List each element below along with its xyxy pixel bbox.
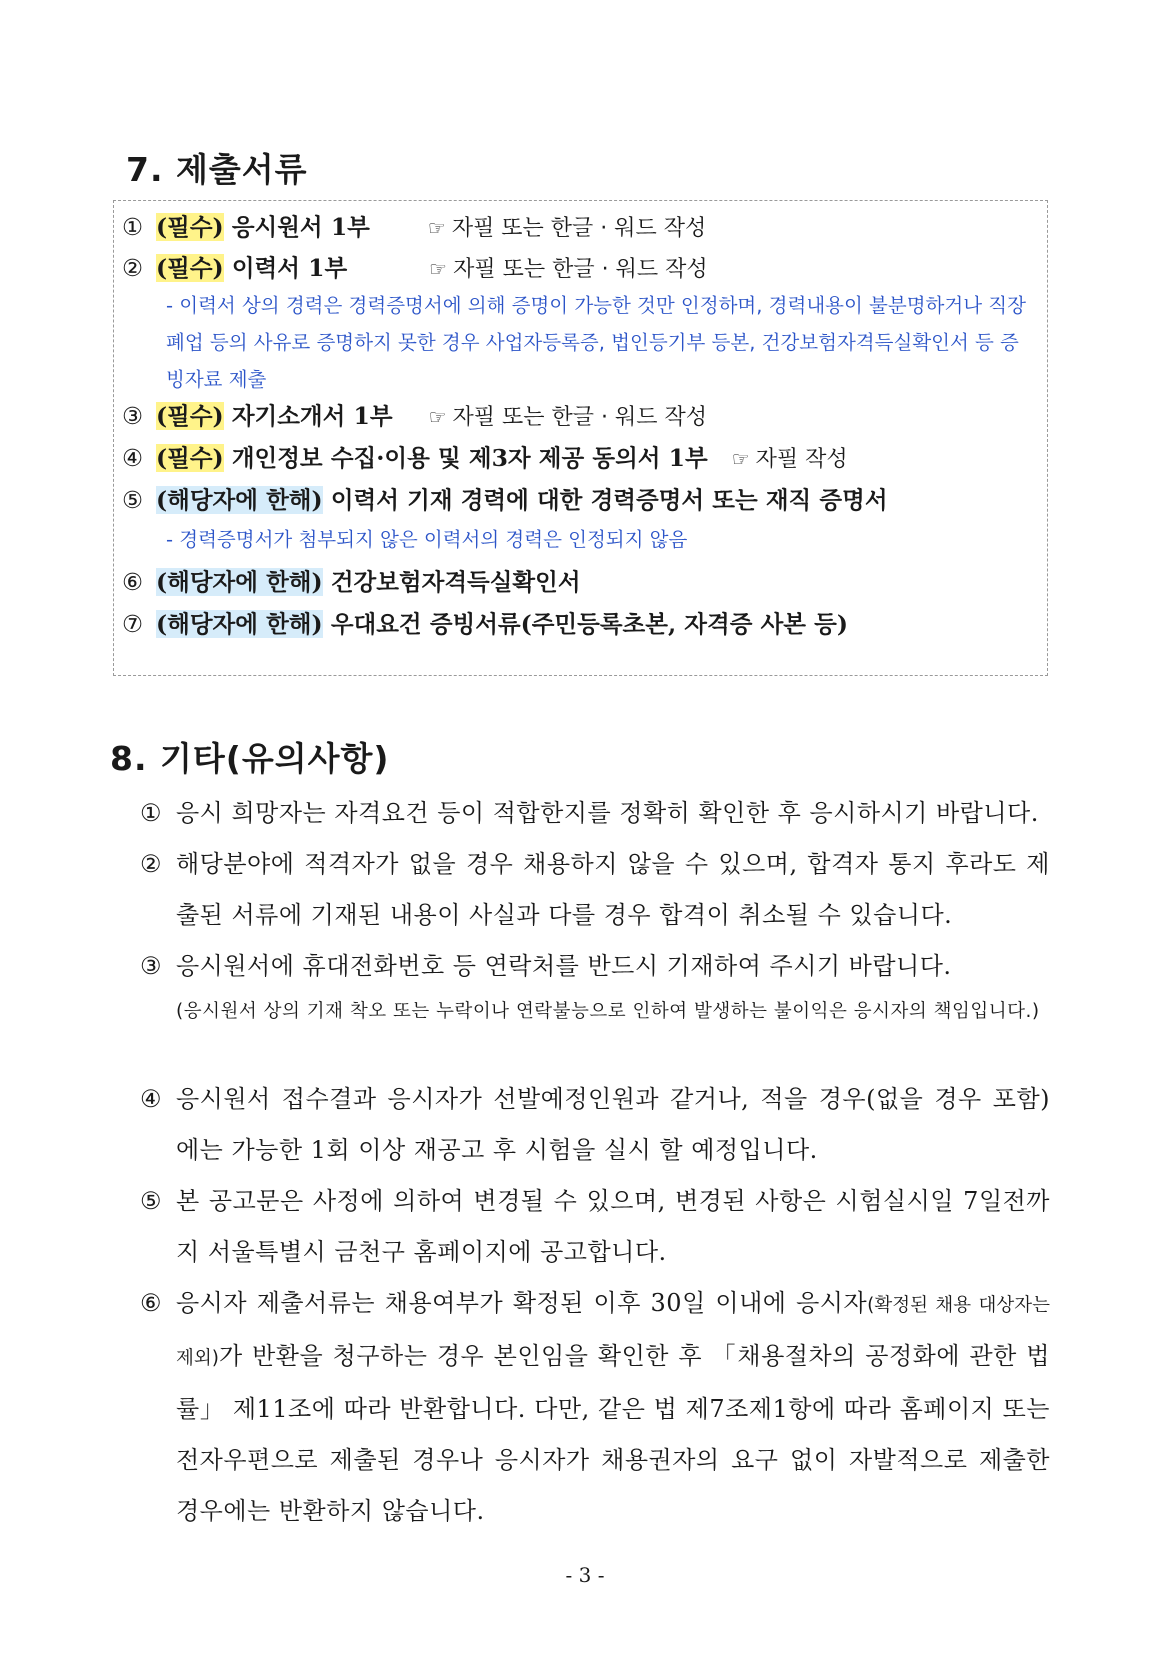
section-8-title: 8. 기타(유의사항) [110,739,390,778]
required-tag: (필수) [156,402,224,430]
notice-item-2: ② 해당분야에 적격자가 없을 경우 채용하지 않을 수 있으며, 합격자 통지 후라도 제출된 서류에 기재된 내용이 사실과 다를 경우 합격이 취소될 수 있습니다. [140,850,1050,929]
doc-item-5: ⑤ (해당자에 한해) 이력서 기재 경력에 대한 경력증명서 또는 재직 증명서 [122,486,888,514]
notice-item-4: ④ 응시원서 접수결과 응시자가 선발예정인원과 같거나, 적을 경우(없을 경우 포함)에는 가능한 1회 이상 재공고 후 시험을 실시 할 예정입니다. [140,1085,1050,1164]
pointing-hand-icon: ☞ [427,216,446,240]
page-number: - 3 - [565,1563,605,1587]
doc-item-6: ⑥ (해당자에 한해) 건강보험자격득실확인서 [122,568,581,596]
doc-item-4: ④ (필수) 개인정보 수집·이용 및 제3자 제공 동의서 1부 ☞ 자필 작성 [122,439,848,477]
doc-item-5-note: - 경력증명서가 첨부되지 않은 이력서의 경력은 인정되지 않음 [166,528,688,551]
conditional-tag: (해당자에 한해) [156,568,323,596]
notice-item-1: ① 응시 희망자는 자격요건 등이 적합한지를 정확히 확인한 후 응시하시기 바랍니다. [140,799,1039,827]
required-tag: (필수) [156,444,224,472]
doc-item-1: ① (필수) 응시원서 1부 ☞ 자필 또는 한글 · 워드 작성 [122,208,706,246]
doc-item-3: ③ (필수) 자기소개서 1부 ☞ 자필 또는 한글 · 워드 작성 [122,397,707,435]
required-tag: (필수) [156,213,224,241]
notice-item-3-note: (응시원서 상의 기재 착오 또는 누락이나 연락불능으로 인하여 발생하는 불이익은 응시자의 책임입니다.) [176,1001,1040,1022]
doc-item-2: ② (필수) 이력서 1부 ☞ 자필 또는 한글 · 워드 작성 [122,249,708,287]
documents-box [113,200,1048,676]
notice-item-5: ⑤ 본 공고문은 사정에 의하여 변경될 수 있으며, 변경된 사항은 시험실시일 7일전까지 서울특별시 금천구 홈페이지에 공고합니다. [140,1187,1050,1266]
notice-item-6: ⑥ 응시자 제출서류는 채용여부가 확정된 이후 30일 이내에 응시자(확정된 채용 대상자는 제외)가 반환을 청구하는 경우 본인임을 확인한 후 「채용절차의 공정화에 관한 법률」 제11조에 따라 반환합니다. 다만, 같은 법 제7조제1항에 따라 홈페이지 또는 전자우편으로 제출된 경우나 응시자가 채용권자의 요구 없이 자발적으로 제출한 경우에는 반환하지 않습니다. [140,1289,1050,1525]
conditional-tag: (해당자에 한해) [156,486,323,514]
doc-item-2-note: - 이력서 상의 경력은 경력증명서에 의해 증명이 가능한 것만 인정하며, 경력내용이 불분명하거나 직장폐업 등의 사유로 증명하지 못한 경우 사업자등록증, 법인등기부 등본, 건강보험자격득실확인서 등 증빙자료 제출 [166,294,1026,391]
required-tag: (필수) [156,254,224,282]
section-7-title: 7. 제출서류 [126,150,308,189]
doc-item-7: ⑦ (해당자에 한해) 우대요건 증빙서류(주민등록초본, 자격증 사본 등) [122,610,848,638]
pointing-hand-icon: ☞ [731,447,750,471]
pointing-hand-icon: ☞ [429,257,448,281]
pointing-hand-icon: ☞ [428,405,447,429]
conditional-tag: (해당자에 한해) [156,610,323,638]
notice-item-3: ③ 응시원서에 휴대전화번호 등 연락처를 반드시 기재하여 주시기 바랍니다. (응시원서 상의 기재 착오 또는 누락이나 연락불능으로 인하여 발생하는 불이익은 응시자의 책임입니다.) [140,941,1050,1032]
